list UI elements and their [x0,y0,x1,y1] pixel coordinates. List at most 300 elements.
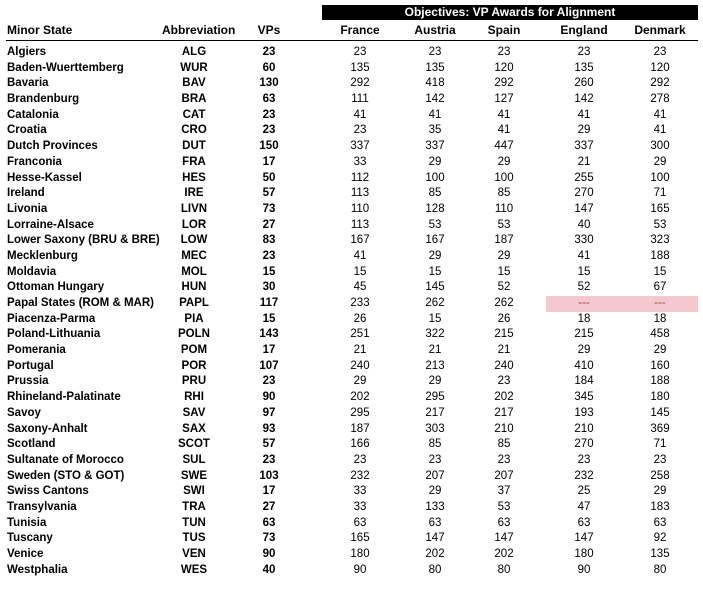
cell-austria: 23 [428,453,442,466]
cell-england: 41 [577,108,591,121]
cell-france: 15 [353,265,367,278]
table-row [0,249,703,265]
cell-austria: 147 [425,532,445,545]
cell-france: 167 [350,234,370,247]
cell-france: 26 [353,312,367,325]
cell-england: 21 [577,155,591,168]
cell-denmark: 145 [650,406,670,419]
cell-vps: 107 [259,359,279,372]
cell-spain: 29 [497,155,511,168]
cell-denmark: 18 [653,312,667,325]
cell-minor-state: Papal States (ROM & MAR) [7,297,154,309]
cell-abbreviation: PIA [184,312,204,325]
cell-vps: 30 [262,281,276,294]
cell-vps: 23 [262,453,276,466]
cell-spain: 100 [494,171,514,184]
cell-spain: 262 [494,297,514,309]
cell-england: 29 [577,344,591,357]
cell-france: 337 [350,140,370,153]
cell-austria: 167 [425,234,445,247]
cell-vps: 27 [262,218,276,231]
header-austria: Austria [414,23,456,37]
cell-france: 110 [350,202,370,215]
cell-abbreviation: FRA [182,155,206,168]
cell-england: 270 [574,187,594,200]
cell-austria: 213 [425,359,445,372]
table-row [0,296,703,312]
cell-minor-state: Franconia [7,155,62,168]
cell-austria: 85 [428,187,442,200]
cell-minor-state: Moldavia [7,265,57,278]
cell-abbreviation: POR [181,359,207,372]
cell-england: 25 [577,485,591,498]
cell-minor-state: Swiss Cantons [7,485,89,498]
cell-spain: 240 [494,359,514,372]
table-row [0,218,703,234]
cell-abbreviation: WUR [180,61,208,74]
cell-spain: 41 [497,108,511,121]
cell-spain: 215 [494,328,514,341]
cell-england: 180 [574,548,594,560]
cell-vps: 27 [262,500,276,513]
cell-austria: 418 [425,77,445,90]
cell-denmark: 300 [650,140,670,153]
cell-austria: 322 [425,328,445,341]
cell-spain: 202 [494,391,514,404]
cell-spain: 110 [494,202,514,215]
cell-minor-state: Ireland [7,187,45,200]
cell-abbreviation: PAPL [179,297,209,309]
cell-denmark: 63 [653,516,667,529]
cell-england: --- [578,297,590,309]
cell-austria: 262 [425,297,445,309]
cell-abbreviation: IRE [184,187,204,200]
cell-spain: 80 [497,563,511,576]
table-row [0,484,703,500]
header-vps: VPs [257,23,281,37]
cell-abbreviation: SAV [182,406,206,419]
cell-denmark: 67 [653,281,667,294]
cell-abbreviation: LIVN [180,202,208,215]
cell-vps: 103 [259,469,279,482]
cell-denmark: 458 [650,328,670,341]
cell-minor-state: Algiers [7,46,46,58]
cell-england: 52 [577,281,591,294]
objectives-banner: Objectives: VP Awards for Alignment [322,5,698,20]
cell-austria: 35 [428,124,442,137]
cell-france: 202 [350,391,370,404]
cell-austria: 29 [428,375,442,388]
cell-france: 240 [350,359,370,372]
cell-france: 187 [350,422,370,435]
cell-abbreviation: TUS [182,532,206,545]
table-row [0,155,703,171]
cell-france: 295 [350,406,370,419]
cell-england: 330 [574,234,594,247]
cell-vps: 23 [262,124,276,137]
cell-minor-state: Sweden (STO & GOT) [7,469,125,482]
cell-abbreviation: SWI [183,485,205,498]
cell-denmark: 71 [653,438,667,451]
cell-denmark: 258 [650,469,670,482]
cell-vps: 17 [262,155,276,168]
cell-austria: 100 [425,171,445,184]
table-row [0,45,703,61]
table-row [0,202,703,218]
cell-minor-state: Baden-Wuerttemberg [7,61,124,74]
table-row [0,563,703,579]
cell-france: 165 [350,532,370,545]
cell-spain: 37 [497,485,511,498]
cell-abbreviation: PRU [181,375,207,388]
cell-spain: 187 [494,234,514,247]
cell-vps: 90 [262,391,276,404]
cell-france: 113 [350,187,370,200]
cell-denmark: 29 [653,485,667,498]
cell-spain: 52 [497,281,511,294]
cell-denmark: 180 [650,391,670,404]
cell-abbreviation: SAX [182,422,206,435]
header-england: England [560,23,608,37]
header-spain: Spain [487,23,521,37]
cell-abbreviation: HES [182,171,206,184]
cell-abbreviation: POM [180,344,208,357]
cell-denmark: 292 [650,77,670,90]
cell-austria: 63 [428,516,442,529]
table-row [0,343,703,359]
header-divider [6,40,698,41]
cell-abbreviation: SCOT [178,438,210,451]
table-row [0,469,703,485]
cell-minor-state: Livonia [7,202,48,215]
cell-abbreviation: LOW [180,234,208,247]
cell-denmark: 165 [650,202,670,215]
cell-vps: 63 [262,93,276,106]
cell-austria: 21 [428,344,442,357]
table-row [0,422,703,438]
cell-vps: 73 [262,532,276,545]
cell-minor-state: Dutch Provinces [7,140,98,153]
cell-minor-state: Savoy [7,406,41,419]
cell-austria: 29 [428,249,442,262]
cell-spain: 29 [497,249,511,262]
cell-denmark: 23 [653,453,667,466]
cell-spain: 53 [497,500,511,513]
cell-spain: 447 [494,140,514,153]
cell-france: 233 [350,297,370,309]
cell-abbreviation: SUL [182,453,206,466]
table-row [0,108,703,124]
cell-austria: 295 [425,391,445,404]
cell-minor-state: Croatia [7,124,47,137]
cell-denmark: 188 [650,375,670,388]
cell-denmark: --- [654,297,666,309]
cell-denmark: 80 [653,563,667,576]
cell-england: 40 [577,218,591,231]
cell-england: 41 [577,249,591,262]
cell-spain: 217 [494,406,514,419]
cell-england: 210 [574,422,594,435]
table-body [0,45,703,578]
cell-france: 232 [350,469,370,482]
table-row [0,280,703,296]
table-row [0,359,703,375]
table-row [0,61,703,77]
cell-denmark: 183 [650,500,670,513]
cell-denmark: 23 [653,46,667,58]
cell-austria: 217 [425,406,445,419]
cell-abbreviation: VEN [182,548,206,560]
cell-vps: 50 [262,171,276,184]
cell-spain: 15 [497,265,511,278]
cell-spain: 85 [497,187,511,200]
cell-france: 251 [350,328,370,341]
cell-spain: 202 [494,548,514,560]
cell-abbreviation: BAV [182,77,206,90]
cell-england: 135 [574,61,594,74]
cell-france: 112 [350,171,370,184]
cell-france: 33 [353,500,367,513]
cell-france: 41 [353,249,367,262]
cell-france: 180 [350,548,370,560]
cell-england: 260 [574,77,594,90]
cell-abbreviation: RHI [184,391,204,404]
cell-austria: 15 [428,265,442,278]
cell-abbreviation: WES [180,563,208,576]
cell-france: 135 [350,61,370,74]
cell-denmark: 41 [653,124,667,137]
cell-england: 147 [574,532,594,545]
cell-austria: 133 [425,500,445,513]
table-row [0,76,703,92]
cell-minor-state: Scotland [7,438,56,451]
cell-france: 113 [350,218,370,231]
cell-england: 270 [574,438,594,451]
cell-england: 47 [577,500,591,513]
cell-england: 18 [577,312,591,325]
cell-england: 90 [577,563,591,576]
cell-vps: 57 [262,438,276,451]
cell-minor-state: Transylvania [7,500,77,513]
cell-france: 33 [353,485,367,498]
cell-england: 410 [574,359,594,372]
cell-england: 15 [577,265,591,278]
cell-minor-state: Lorraine-Alsace [7,218,94,231]
cell-minor-state: Prussia [7,375,49,388]
cell-england: 232 [574,469,594,482]
table-row [0,139,703,155]
cell-france: 166 [350,438,370,451]
cell-vps: 93 [262,422,276,435]
cell-spain: 26 [497,312,511,325]
cell-austria: 135 [425,61,445,74]
cell-vps: 23 [262,108,276,121]
cell-england: 184 [574,375,594,388]
cell-austria: 80 [428,563,442,576]
cell-vps: 40 [262,563,276,576]
cell-france: 63 [353,516,367,529]
cell-vps: 15 [262,265,276,278]
cell-austria: 29 [428,155,442,168]
cell-minor-state: Venice [7,548,44,560]
cell-minor-state: Ottoman Hungary [7,281,105,294]
cell-france: 292 [350,77,370,90]
cell-abbreviation: ALG [181,46,207,58]
cell-abbreviation: HUN [181,281,207,294]
cell-england: 345 [574,391,594,404]
cell-austria: 337 [425,140,445,153]
cell-minor-state: Rhineland-Palatinate [7,391,121,404]
cell-france: 111 [351,93,369,106]
cell-france: 21 [353,344,367,357]
cell-vps: 117 [259,297,279,309]
cell-minor-state: Saxony-Anhalt [7,422,88,435]
cell-austria: 303 [425,422,445,435]
cell-vps: 97 [262,406,276,419]
cell-vps: 143 [259,328,279,341]
cell-spain: 41 [497,124,511,137]
cell-abbreviation: CAT [182,108,206,121]
cell-vps: 23 [262,46,276,58]
cell-vps: 23 [262,249,276,262]
cell-austria: 15 [428,312,442,325]
cell-france: 23 [353,46,367,58]
cell-france: 45 [353,281,367,294]
cell-france: 41 [353,108,367,121]
cell-austria: 142 [425,93,445,106]
cell-abbreviation: TUN [182,516,206,529]
cell-france: 33 [353,155,367,168]
cell-france: 23 [353,124,367,137]
cell-spain: 53 [497,218,511,231]
cell-minor-state: Sultanate of Morocco [7,453,124,466]
table-row [0,531,703,547]
cell-denmark: 369 [650,422,670,435]
cell-spain: 207 [494,469,514,482]
cell-abbreviation: BRA [181,93,207,106]
cell-minor-state: Poland-Lithuania [7,328,101,341]
cell-minor-state: Tuscany [7,532,53,545]
cell-spain: 85 [497,438,511,451]
table-row [0,500,703,516]
cell-minor-state: Portugal [7,359,54,372]
cell-abbreviation: MEC [181,249,207,262]
cell-abbreviation: CRO [181,124,207,137]
cell-france: 90 [353,563,367,576]
cell-vps: 60 [262,61,276,74]
header-denmark: Denmark [634,23,686,37]
cell-abbreviation: DUT [182,140,206,153]
cell-austria: 53 [428,218,442,231]
cell-spain: 147 [494,532,514,545]
cell-denmark: 29 [653,155,667,168]
cell-denmark: 15 [653,265,667,278]
cell-denmark: 92 [653,532,667,545]
cell-spain: 21 [497,344,511,357]
table-row [0,233,703,249]
cell-england: 23 [577,453,591,466]
cell-minor-state: Mecklenburg [7,249,78,262]
table-row [0,547,703,563]
cell-france: 23 [353,453,367,466]
cell-abbreviation: MOL [181,265,207,278]
cell-england: 255 [574,171,594,184]
header-abbreviation: Abbreviation [162,23,236,37]
cell-denmark: 100 [650,171,670,184]
cell-spain: 210 [494,422,514,435]
cell-vps: 57 [262,187,276,200]
cell-austria: 207 [425,469,445,482]
cell-denmark: 41 [653,108,667,121]
cell-england: 215 [574,328,594,341]
cell-abbreviation: LOR [181,218,207,231]
cell-spain: 23 [497,46,511,58]
cell-england: 147 [574,202,594,215]
cell-denmark: 323 [650,234,670,247]
cell-denmark: 188 [650,249,670,262]
cell-england: 337 [574,140,594,153]
table-row [0,390,703,406]
cell-vps: 90 [262,548,276,560]
cell-austria: 29 [428,485,442,498]
cell-spain: 63 [497,516,511,529]
cell-minor-state: Catalonia [7,108,59,121]
table-row [0,265,703,281]
cell-denmark: 120 [650,61,670,74]
cell-austria: 202 [425,548,445,560]
cell-denmark: 53 [653,218,667,231]
table-row [0,327,703,343]
cell-france: 29 [353,375,367,388]
cell-vps: 83 [262,234,276,247]
cell-england: 23 [577,46,591,58]
cell-austria: 128 [425,202,445,215]
cell-spain: 127 [494,93,514,106]
cell-minor-state: Brandenburg [7,93,80,106]
cell-austria: 145 [425,281,445,294]
table-row [0,516,703,532]
cell-vps: 17 [262,485,276,498]
cell-minor-state: Lower Saxony (BRU & BRE) [7,234,160,247]
table-row [0,186,703,202]
cell-spain: 292 [494,77,514,90]
table-row [0,92,703,108]
cell-denmark: 160 [650,359,670,372]
header-minor-state: Minor State [7,23,73,37]
cell-england: 193 [574,406,594,419]
cell-england: 142 [574,93,594,106]
cell-vps: 63 [262,516,276,529]
cell-vps: 130 [259,77,279,90]
cell-minor-state: Westphalia [7,563,68,576]
cell-abbreviation: POLN [178,328,210,341]
table-row [0,406,703,422]
cell-england: 63 [577,516,591,529]
cell-minor-state: Hesse-Kassel [7,171,82,184]
cell-vps: 17 [262,344,276,357]
cell-vps: 15 [262,312,276,325]
cell-denmark: 278 [650,93,670,106]
cell-denmark: 29 [653,344,667,357]
cell-minor-state: Bavaria [7,77,49,90]
table-row [0,312,703,328]
cell-abbreviation: SWE [180,469,208,482]
table-row [0,123,703,139]
header-france: France [340,23,380,37]
cell-minor-state: Tunisia [7,516,47,529]
cell-spain: 23 [497,453,511,466]
cell-england: 29 [577,124,591,137]
